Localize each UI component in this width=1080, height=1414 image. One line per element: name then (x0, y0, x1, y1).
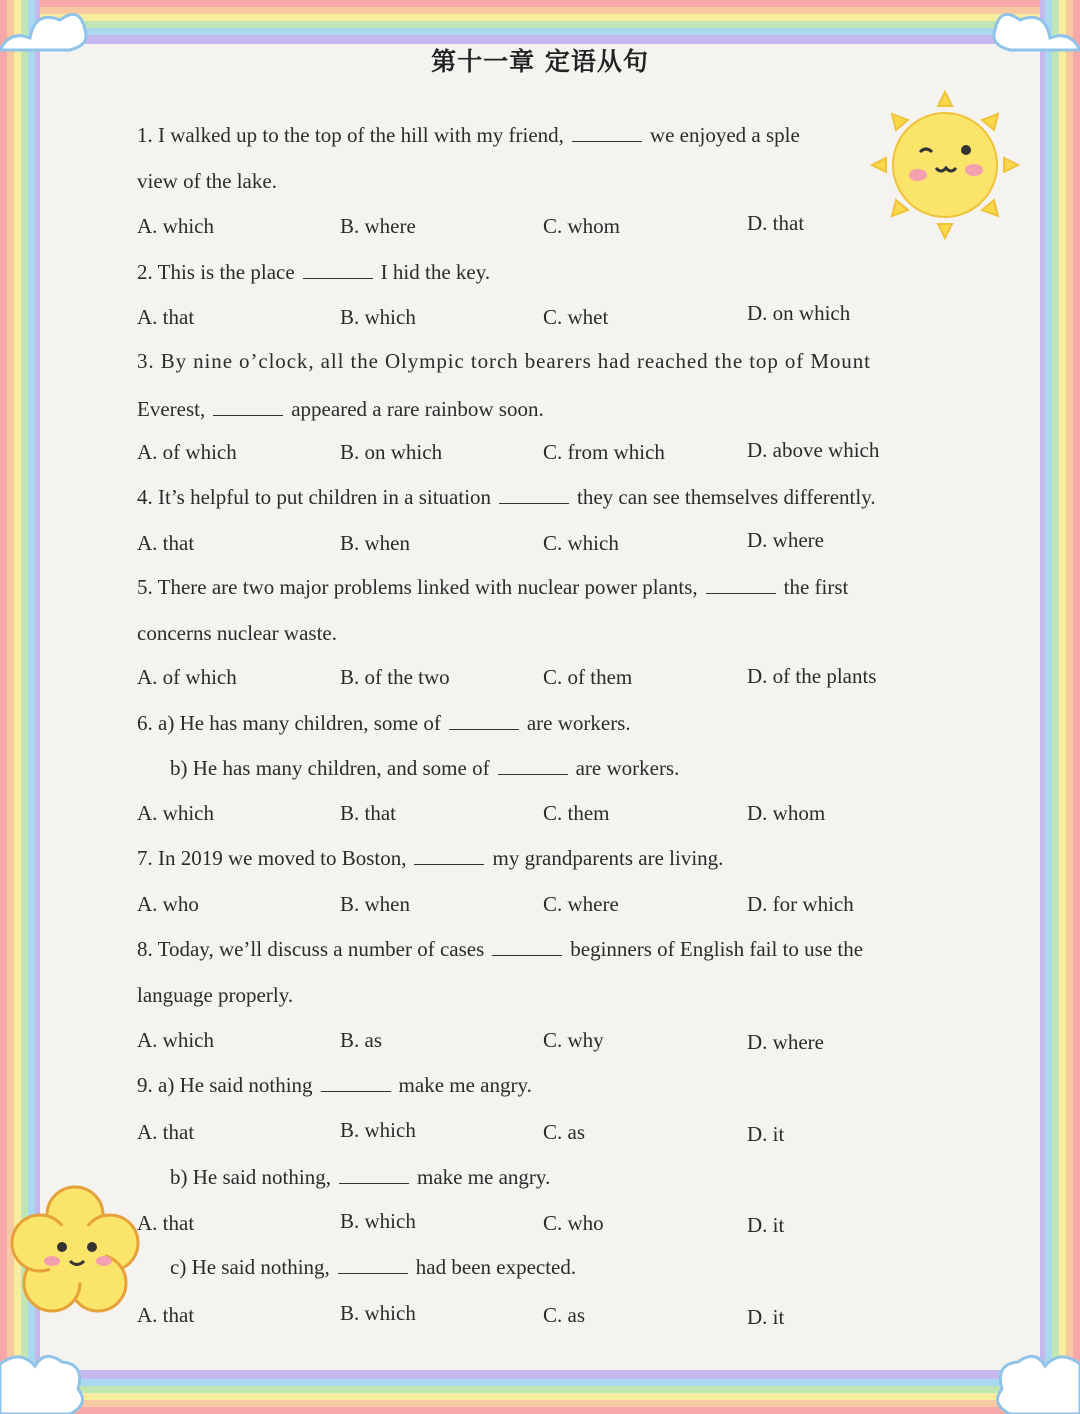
answer-blank[interactable] (499, 485, 569, 504)
option-b[interactable]: B. which (340, 1209, 416, 1233)
option-c[interactable]: C. of them (543, 665, 633, 689)
question-6a-line: 6. a) He has many children, some of are workers. (137, 711, 631, 735)
option-d[interactable]: D. it (747, 1213, 785, 1237)
option-c[interactable]: C. whom (543, 214, 621, 238)
option-c[interactable]: C. whet (543, 305, 609, 329)
option-d[interactable]: D. that (747, 211, 805, 235)
option-b[interactable]: B. where (340, 214, 416, 238)
option-b[interactable]: B. that (340, 801, 396, 825)
question-9a-line: 9. a) He said nothing make me angry. (137, 1073, 532, 1097)
answer-blank[interactable] (414, 846, 484, 865)
option-d[interactable]: D. where (747, 1030, 824, 1054)
option-b[interactable]: B. when (340, 531, 410, 555)
answer-blank[interactable] (492, 937, 562, 956)
sun-sticker-icon (870, 90, 1020, 240)
option-a[interactable]: A. of which (137, 665, 237, 689)
question-1-line-1: 1. I walked up to the top of the hill with my friend, we enjoyed a sple (137, 123, 800, 147)
question-5-line-1: 5. There are two major problems linked with nuclear power plants, the first (137, 575, 849, 599)
question-5-line-2: concerns nuclear waste. (137, 621, 337, 645)
option-a[interactable]: A. of which (137, 440, 237, 464)
question-3-line-1: 3. By nine o’clock, all the Olympic torch bearers had reached the top of Mount (137, 349, 871, 373)
option-c[interactable]: C. from which (543, 440, 665, 464)
answer-blank[interactable] (572, 123, 642, 142)
answer-blank[interactable] (339, 1165, 409, 1184)
option-c[interactable]: C. them (543, 801, 610, 825)
option-b[interactable]: B. which (340, 305, 416, 329)
answer-blank[interactable] (303, 260, 373, 279)
option-b[interactable]: B. on which (340, 440, 443, 464)
question-9c-line: c) He said nothing, had been expected. (170, 1255, 577, 1279)
option-a[interactable]: A. which (137, 1028, 214, 1052)
option-b[interactable]: B. which (340, 1118, 416, 1142)
question-7-line-1: 7. In 2019 we moved to Boston, my grandparents are living. (137, 846, 724, 870)
answer-blank[interactable] (706, 575, 776, 594)
cloud-icon (990, 1334, 1080, 1414)
option-b[interactable]: B. of the two (340, 665, 450, 689)
option-a[interactable]: A. who (137, 892, 199, 916)
option-d[interactable]: D. of the plants (747, 664, 877, 688)
answer-blank[interactable] (213, 397, 283, 416)
option-c[interactable]: C. where (543, 892, 619, 916)
option-b[interactable]: B. which (340, 1301, 416, 1325)
cloud-icon (0, 1334, 90, 1414)
option-b[interactable]: B. as (340, 1028, 382, 1052)
flower-sticker-icon (0, 1175, 150, 1325)
question-3-line-2: Everest, appeared a rare rainbow soon. (137, 397, 544, 421)
rainbow-border-bottom (0, 1370, 1080, 1414)
option-d[interactable]: D. it (747, 1305, 785, 1329)
chapter-title: 第十一章 定语从句 (431, 47, 649, 76)
option-d[interactable]: D. on which (747, 301, 851, 325)
option-c[interactable]: C. why (543, 1028, 604, 1052)
rainbow-border-top (0, 0, 1080, 44)
option-a[interactable]: A. that (137, 1120, 195, 1144)
answer-blank[interactable] (449, 711, 519, 730)
option-b[interactable]: B. when (340, 892, 410, 916)
option-d[interactable]: D. it (747, 1122, 785, 1146)
option-a[interactable]: A. which (137, 801, 214, 825)
option-c[interactable]: C. who (543, 1211, 604, 1235)
question-1-line-2: view of the lake. (137, 169, 277, 193)
option-a[interactable]: A. that (137, 1211, 195, 1235)
answer-blank[interactable] (321, 1073, 391, 1092)
option-a[interactable]: A. that (137, 531, 195, 555)
option-d[interactable]: D. above which (747, 438, 880, 462)
question-2-line-1: 2. This is the place I hid the key. (137, 260, 491, 284)
question-9b-line: b) He said nothing, make me angry. (170, 1165, 551, 1189)
answer-blank[interactable] (498, 756, 568, 775)
question-8-line-1: 8. Today, we’ll discuss a number of cases beginners of English fail to use the (137, 937, 864, 961)
question-6b-line: b) He has many children, and some of are workers. (170, 756, 680, 780)
question-8-line-2: language properly. (137, 983, 294, 1007)
option-c[interactable]: C. as (543, 1120, 585, 1144)
rainbow-border-right (1040, 0, 1080, 1414)
option-a[interactable]: A. that (137, 1303, 195, 1327)
question-4-line-1: 4. It’s helpful to put children in a situation they can see themselves differently. (137, 485, 876, 509)
answer-blank[interactable] (338, 1255, 408, 1274)
option-a[interactable]: A. which (137, 214, 214, 238)
option-d[interactable]: D. where (747, 528, 824, 552)
option-c[interactable]: C. as (543, 1303, 585, 1327)
option-d[interactable]: D. whom (747, 801, 826, 825)
option-d[interactable]: D. for which (747, 892, 854, 916)
option-c[interactable]: C. which (543, 531, 619, 555)
option-a[interactable]: A. that (137, 305, 195, 329)
